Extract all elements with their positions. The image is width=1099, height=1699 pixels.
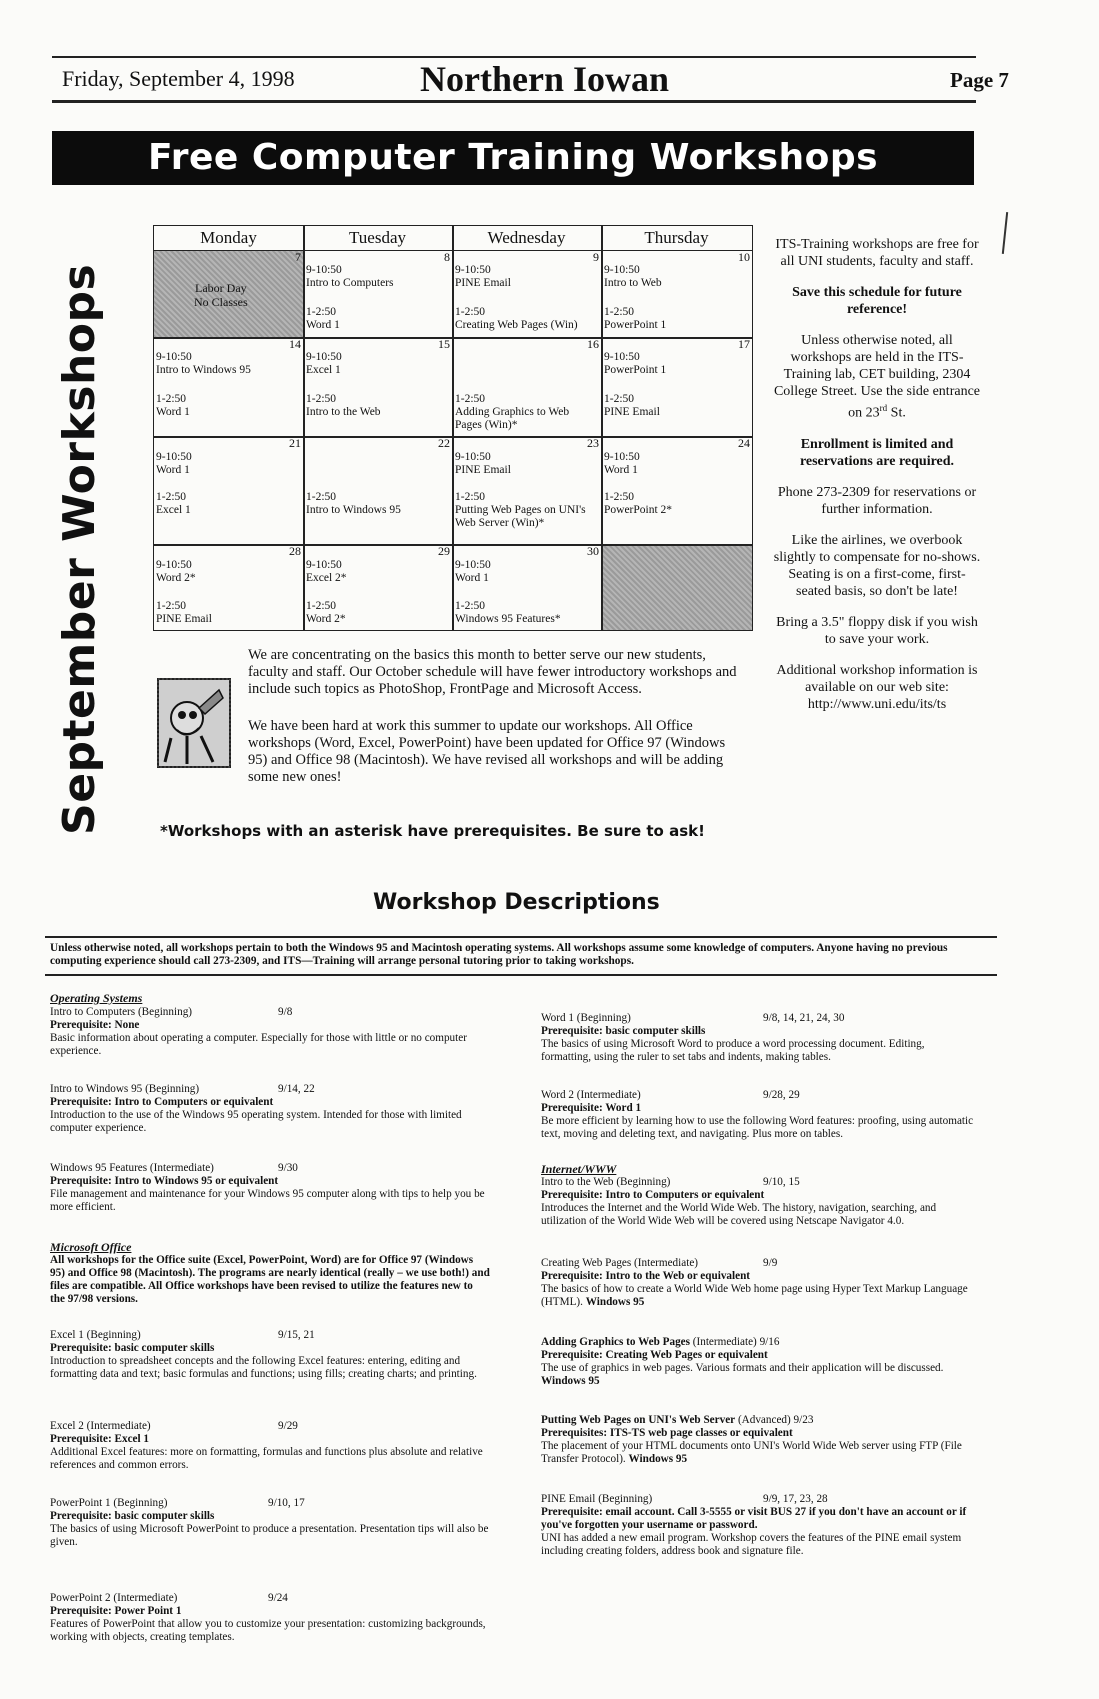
holiday-label: Labor Day No Classes	[194, 281, 248, 309]
info-save-schedule: Save this schedule for future reference!	[792, 285, 962, 317]
calendar-day-cell	[453, 338, 601, 436]
calendar-day-cell	[304, 338, 452, 436]
day-header-thursday: Thursday	[601, 226, 752, 251]
am-session-time: 9-10:50	[604, 351, 640, 363]
day-number: 16	[587, 337, 599, 351]
info-enrollment: Enrollment is limited and reservations are required.	[799, 436, 955, 469]
day-number: 22	[438, 436, 450, 450]
am-session-title: PINE Email	[455, 464, 511, 476]
intro-paragraph-2: We have been hard at work this summer to update our workshops. All Office workshops (Word, Excel, PowerPoint) have been updated for Office 97 (Windows 95) and Office 98 (Macintosh). We have revised all workshops and will be adding some new ones!	[248, 718, 726, 785]
day-header-monday: Monday	[154, 226, 303, 251]
day-number: 10	[738, 250, 750, 264]
am-session-title: Word 1	[604, 464, 638, 476]
headline-banner: Free Computer Training Workshops	[52, 131, 974, 185]
pm-session-time: 1-2:50	[156, 491, 187, 503]
workshop-entry: Excel 1 (Beginning) 9/15, 21 Prerequisite: basic computer skills Introduction to spreadsheet concepts and the following Excel features: entering, editing and formatting data and text; basic formulas and functions; using fills; creating charts; and printing.	[50, 1329, 477, 1380]
workshop-entry: Intro to Computers (Beginning) 9/8 Prerequisite: None Basic information about operating a computer. Especially for those with little or no computer experience.	[50, 1006, 467, 1057]
cartoon-mascot-icon	[157, 678, 231, 768]
pm-session-title: Intro to the Web	[306, 406, 381, 418]
pm-session-time: 1-2:50	[455, 306, 486, 318]
am-session-title: PowerPoint 1	[604, 364, 667, 376]
section-internet-www: Internet/WWW	[541, 1162, 617, 1176]
pm-session-time: 1-2:50	[604, 306, 635, 318]
calendar-day-cell	[602, 251, 752, 337]
descriptions-left-column	[50, 991, 490, 1643]
am-session-title: Word 2*	[156, 572, 196, 584]
day-number: 24	[738, 436, 750, 450]
calendar-day-cell	[154, 251, 303, 337]
pm-session-title: PowerPoint 2*	[604, 504, 673, 516]
notice-bottom-rule	[45, 974, 997, 976]
intro-paragraph-1: We are concentrating on the basics this month to better serve our new students, faculty and staff. Our October schedule will have fewer introductory workshops and include such topics as PhotoShop, FrontPage and Microsoft Access.	[248, 647, 737, 697]
page-number: Page 7	[950, 68, 1009, 92]
calendar-day-cell	[453, 251, 601, 337]
workshop-entry: Excel 2 (Intermediate) 9/29 Prerequisite: Excel 1 Additional Excel features: more on formatting, formulas and functions plus absolute and relative references and common errors.	[50, 1420, 483, 1471]
am-session-title: Intro to Windows 95	[156, 364, 251, 376]
am-session-title: Word 1	[455, 572, 489, 584]
am-session-time: 9-10:50	[604, 451, 640, 463]
pm-session-time: 1-2:50	[306, 491, 337, 503]
workshop-entry: Intro to the Web (Beginning) 9/10, 15 Prerequisite: Intro to Computers or equivalent Introduces the Internet and the World Wide Web. The history, navigation, searching, and utilization of the World Wide Web will be covered using Netscape Navigator 4.0.	[541, 1176, 937, 1227]
workshop-entry: PowerPoint 1 (Beginning) 9/10, 17 Prerequisite: basic computer skills The basics of using Microsoft PowerPoint to produce a presentation. Presentation tips will also be given.	[50, 1497, 489, 1548]
day-number: 30	[587, 544, 599, 558]
am-session-title: Intro to Computers	[306, 277, 394, 289]
day-number: 8	[444, 250, 450, 264]
workshop-entry: Word 1 (Beginning) 9/8, 14, 21, 24, 30 Prerequisite: basic computer skills The basics of using Microsoft Word to produce a word processing document. Editing, formatting, using the ruler to set tabs and indents, making tables.	[541, 1012, 925, 1063]
workshop-entry: Intro to Windows 95 (Beginning) 9/14, 22 Prerequisite: Intro to Computers or equivalent Introduction to the use of the Windows 95 operating system. Intended for those with limited computer experience.	[50, 1083, 462, 1134]
pm-session-time: 1-2:50	[455, 393, 486, 405]
am-session-time: 9-10:50	[156, 351, 192, 363]
pm-session-time: 1-2:50	[156, 393, 187, 405]
pm-session-time: 1-2:50	[455, 600, 486, 612]
calendar-day-cell	[602, 338, 752, 436]
empty-shaded-cell	[602, 545, 752, 630]
pm-session-title: Word 2*	[306, 613, 346, 625]
pm-session-time: 1-2:50	[604, 491, 635, 503]
calendar-day-cell	[154, 338, 303, 436]
am-session-time: 9-10:50	[156, 451, 192, 463]
pm-session-title: PINE Email	[156, 613, 212, 625]
info-sidebar	[772, 236, 982, 727]
am-session-time: 9-10:50	[604, 264, 640, 276]
day-number: 7	[295, 250, 301, 264]
workshop-calendar	[153, 225, 753, 631]
workshop-entry: Creating Web Pages (Intermediate) 9/9 Prerequisite: Intro to the Web or equivalent The basics of how to create a World Wide Web home page using Hyper Text Markup Language (HTML). Windows 95	[541, 1257, 968, 1308]
day-header-tuesday: Tuesday	[303, 226, 452, 251]
section-operating-systems: Operating Systems	[50, 991, 143, 1005]
workshop-entry: PowerPoint 2 (Intermediate) 9/24 Prerequisite: Power Point 1 Features of PowerPoint that allow you to customize your presentation: customizing backgrounds, working with objects, creating templates.	[50, 1592, 486, 1643]
day-number: 28	[289, 544, 301, 558]
am-session-time: 9-10:50	[156, 559, 192, 571]
pm-session-title: PINE Email	[604, 406, 660, 418]
office-note: All workshops for the Office suite (Excel, PowerPoint, Word) are for Office 97 (Windows 95) and Office 98 (Macintosh). The programs are nearly identical (really – we use both!) and files are compatible. All Office workshops have been revised to utilize the features new to the 97/98 versions.	[50, 1254, 490, 1305]
workshop-entry: PINE Email (Beginning) 9/9, 17, 23, 28 Prerequisite: email account. Call 3-5555 or visit BUS 27 if you don't have an account or if you've forgotten your username or password. UNI has added a new email program. Workshop covers the features of the PINE email system including creating folders, address book and signature file.	[541, 1493, 967, 1557]
calendar-day-cell	[602, 437, 752, 544]
masthead-bottom-rule	[52, 100, 976, 103]
workshop-entry: Putting Web Pages on UNI's Web Server (Advanced) 9/23 Prerequisites: ITS-TS web page classes or equivalent The placement of your HTML documents onto UNI's World Wide Web server using FTP (File Transfer Protocol). Windows 95	[541, 1414, 962, 1465]
calendar-day-cell	[453, 545, 601, 630]
pm-session-time: 1-2:50	[306, 306, 337, 318]
pm-session-title: Adding Graphics to Web Pages (Win)*	[455, 406, 570, 431]
pm-session-title: Excel 1	[156, 504, 191, 516]
pm-session-title: Intro to Windows 95	[306, 504, 401, 516]
pm-session-title: Creating Web Pages (Win)	[455, 319, 578, 331]
day-header-wednesday: Wednesday	[452, 226, 601, 251]
info-location: Unless otherwise noted, all workshops are held in the ITS-Training lab, CET building, 2304 College Street. Use the side entrance on 23rd St.	[773, 333, 981, 421]
issue-date: Friday, September 4, 1998	[62, 66, 295, 91]
am-session-time: 9-10:50	[306, 264, 342, 276]
calendar-day-cell	[154, 545, 303, 630]
am-session-time: 9-10:50	[455, 264, 491, 276]
am-session-title: Excel 1	[306, 364, 341, 376]
calendar-day-cell	[453, 437, 601, 544]
info-phone: Phone 273-2309 for reservations or further information.	[777, 484, 977, 517]
notice-top-rule	[45, 936, 997, 938]
am-session-title: PINE Email	[455, 277, 511, 289]
info-website: Additional workshop information is available on our web site: http://www.uni.edu/its/ts	[776, 662, 978, 712]
margin-mark	[1002, 212, 1008, 254]
pm-session-time: 1-2:50	[455, 491, 486, 503]
prerequisite-note: *Workshops with an asterisk have prerequisites. Be sure to ask!	[160, 822, 705, 840]
day-number: 9	[593, 250, 599, 264]
workshop-entry: Word 2 (Intermediate) 9/28, 29 Prerequisite: Word 1 Be more efficient by learning how to use the following Word features: proofing, using automatic text, moving and deleting text, and navigating. Plus more on tables.	[541, 1089, 974, 1140]
workshop-entry: Windows 95 Features (Intermediate) 9/30 Prerequisite: Intro to Windows 95 or equivalent File management and maintenance for your Windows 95 computer along with tips to help you be more efficient.	[50, 1162, 485, 1213]
am-session-time: 9-10:50	[306, 351, 342, 363]
info-floppy: Bring a 3.5" floppy disk if you wish to save your work.	[776, 614, 978, 647]
day-number: 15	[438, 337, 450, 351]
am-session-title: Excel 2*	[306, 572, 347, 584]
am-session-time: 9-10:50	[306, 559, 342, 571]
pm-session-time: 1-2:50	[156, 600, 187, 612]
am-session-time: 9-10:50	[455, 451, 491, 463]
pm-session-time: 1-2:50	[306, 393, 337, 405]
workshop-entry: Adding Graphics to Web Pages (Intermediate) 9/16 Prerequisite: Creating Web Pages or equivalent The use of graphics in web pages. Various formats and their application will be discussed. Windows 95	[541, 1336, 944, 1387]
pm-session-time: 1-2:50	[604, 393, 635, 405]
am-session-title: Intro to Web	[604, 277, 662, 289]
calendar-day-cell	[154, 437, 303, 544]
calendar-day-cell	[304, 251, 452, 337]
am-session-time: 9-10:50	[455, 559, 491, 571]
day-number: 14	[289, 337, 301, 351]
pm-session-title: Word 1	[306, 319, 340, 331]
day-number: 23	[587, 436, 599, 450]
section-microsoft-office: Microsoft Office	[50, 1240, 132, 1254]
descriptions-title: Workshop Descriptions	[373, 890, 660, 915]
calendar-day-cell	[304, 437, 452, 544]
descriptions-notice: Unless otherwise noted, all workshops pertain to both the Windows 95 and Macintosh operating systems. All workshops assume some knowledge of computers. Anyone having no previous computing experience should call 273-2309, and ITS—Training will arrange personal tutoring prior to taking workshops.	[50, 942, 948, 967]
side-vertical-title: September Workshops	[54, 263, 105, 835]
info-overbook: Like the airlines, we overbook slightly to compensate for no-shows. Seating is on a first-come, first-seated basis, so don't be late!	[773, 532, 981, 599]
pm-session-time: 1-2:50	[306, 600, 337, 612]
pm-session-title: Windows 95 Features*	[455, 613, 561, 625]
pm-session-title: PowerPoint 1	[604, 319, 667, 331]
info-free: ITS-Training workshops are free for all UNI students, faculty and staff.	[775, 237, 979, 269]
calendar-day-cell	[304, 545, 452, 630]
day-number: 21	[289, 436, 301, 450]
am-session-title: Word 1	[156, 464, 190, 476]
newspaper-title: Northern Iowan	[420, 59, 669, 99]
pm-session-title: Putting Web Pages on UNI's Web Server (Win)*	[455, 504, 586, 529]
pm-session-title: Word 1	[156, 406, 190, 418]
day-number: 29	[438, 544, 450, 558]
day-number: 17	[738, 337, 750, 351]
